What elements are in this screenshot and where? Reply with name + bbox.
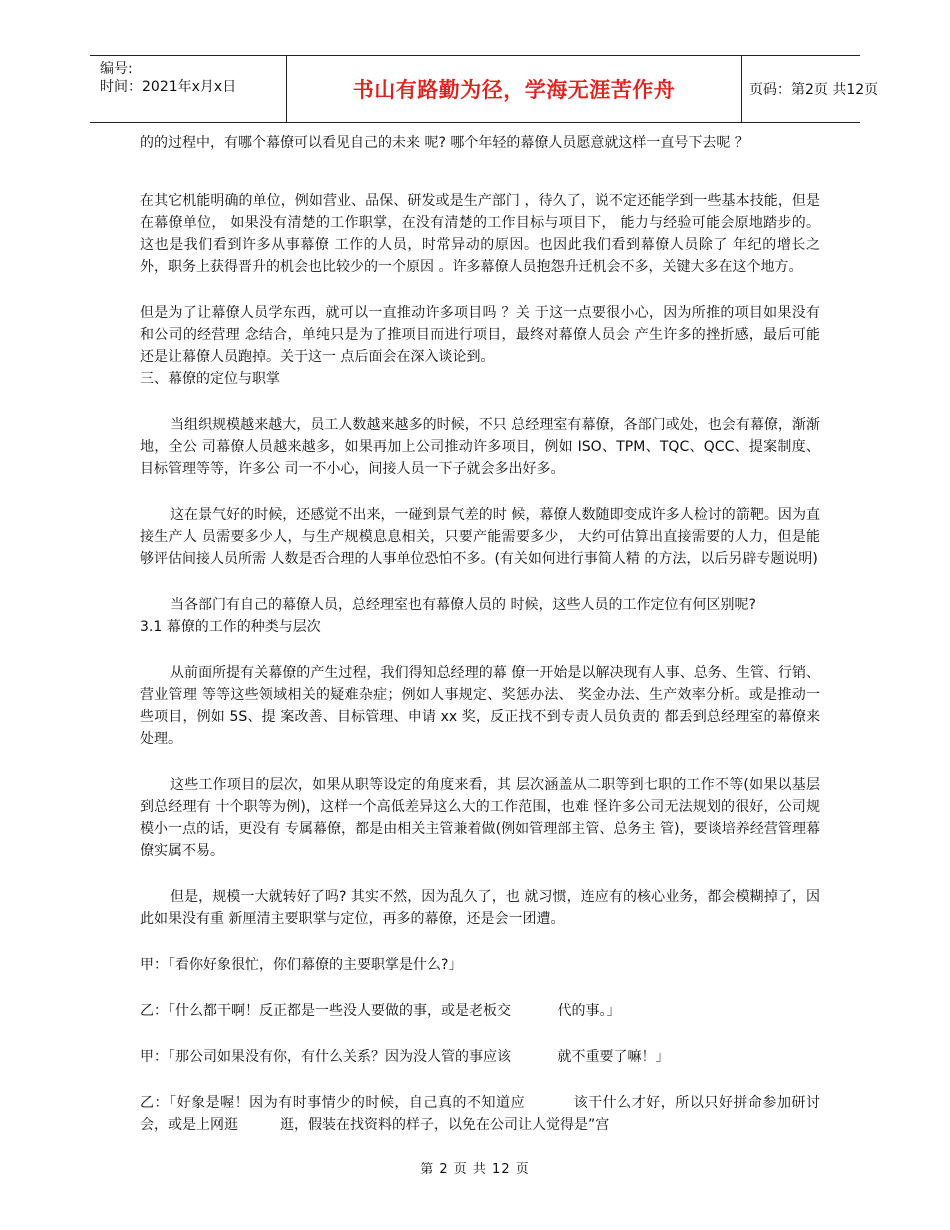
page-footer: 第 2 页 共 12 页 bbox=[420, 1162, 530, 1177]
paragraph-1: 的的过程中，有哪个幕僚可以看见自己的未来 呢? 哪个年轻的幕僚人员愿意就这样一直号下去呢 ？ bbox=[140, 135, 749, 151]
paragraph-4: 当组织规模越来越大，员工人数越来越多的时候，不只 总经理室有幕僚，各部门或处，也会有幕僚，渐渐地，全公 司幕僚人员越来越多，如果再加上公司推动许多项目，例如 ISO、TPM、TQC、QCC、提案制度、目标管理等等，许多公 司一不小心，间接人员一下子就会多出好多。 bbox=[140, 417, 820, 477]
header-page-info: 页码：第2页 共12页 bbox=[749, 82, 879, 98]
header-right-cell bbox=[741, 56, 879, 122]
paragraph-8: 这些工作项目的层次，如果从职等设定的角度来看，其 层次涵盖从二职等到七职的工作不等(如果以基层到总经理有 十个职等为例)，这样一个高低差异这么大的工作范围，也难 怪许多公司无法规划的很好，公司规模小一点的话，更没有 专属幕僚，都是由相关主管兼着做(例如管理部主管、总务主 管)，要谈培养经营管理幕僚实属不易。 bbox=[140, 777, 820, 859]
paragraph-6: 当各部门有自己的幕僚人员，总经理室也有幕僚人员的 时候，这些人员的工作定位有何区别呢? bbox=[170, 597, 756, 613]
page-header bbox=[90, 55, 879, 123]
dialogue-line-2: 乙：「什么都干啊！反正都是一些没人要做的事，或是老板交 代的事。」 bbox=[140, 1003, 621, 1019]
paragraph-5: 这在景气好的时候，还感觉不出来，一碰到景气差的时 候，幕僚人数随即变成许多人检讨的箭靶。因为直接生产人 员需要多少人，与生产规模息息相关，只要产能需要多少， 大约可估算出直接需要的人力，但是能够评估间接人员所需 人数是否合理的人事单位恐怕不多。(有关如何进行事简人精 的方法，以后另辟专题说明) bbox=[140, 507, 820, 567]
section-heading-3-1: 3.1 幕僚的工作的种类与层次 bbox=[140, 619, 321, 635]
paragraph-2: 在其它机能明确的单位，例如营业、品保、研发或是生产部门 ，待久了，说不定还能学到一些基本技能，但是在幕僚单位， 如果没有清楚的工作职掌，在没有清楚的工作目标与项目下， 能力与经验可能会原地踏步的。这也是我们看到许多从事幕僚 工作的人员，时常异动的原因。也因此我们看到幕僚人员除了 年纪的增长之外，职务上获得晋升的机会也比较少的一个原因 。许多幕僚人员抱怨升迁机会不多，关键大多在这个地方。 bbox=[140, 193, 820, 275]
document-body bbox=[140, 132, 820, 1136]
section-heading-3: 三、幕僚的定位与职掌 bbox=[140, 371, 280, 387]
paragraph-9: 但是，规模一大就转好了吗? 其实不然，因为乱久了，也 就习惯，连应有的核心业务，都会模糊掉了，因此如果没有重 新厘清主要职掌与定位，再多的幕僚，还是会一团遭。 bbox=[140, 889, 820, 927]
document-number-label: 编号: bbox=[100, 61, 133, 77]
header-motto-cell bbox=[286, 56, 742, 122]
paragraph-3: 但是为了让幕僚人员学东西，就可以一直推动许多项目吗 ？关 于这一点要很小心，因为所推的项目如果没有和公司的经营理 念结合，单纯只是为了推项目而进行项目，最终对幕僚人员会 产生许多的挫折感，最后可能还是让幕僚人员跑掉。关于这一 点后面会在深入谈论到。 bbox=[140, 305, 820, 365]
document-date-label: 时间：2021年x月x日 bbox=[100, 79, 237, 95]
dialogue-line-4: 乙：「好象是喔！因为有时事情少的时候，自己真的不知道应 该干什么才好，所以只好拼命参加研讨会，或是上网逛 逛，假装在找资料的样子，以免在公司让人觉得是”宫 bbox=[140, 1095, 820, 1133]
header-motto: 书山有路勤为径，学海无涯苦作舟 bbox=[352, 78, 676, 102]
dialogue-line-3: 甲：「那公司如果没有你，有什么关系？因为没人管的事应该 就不重要了嘛！」 bbox=[140, 1049, 670, 1065]
header-left-cell bbox=[90, 56, 286, 122]
paragraph-7: 从前面所提有关幕僚的产生过程，我们得知总经理的幕 僚一开始是以解决现有人事、总务、生管、行销、营业管理 等等这些领域相关的疑难杂症；例如人事规定、奖惩办法、 奖金办法、生产效率分析。或是推动一些项目，例如 5S、提 案改善、目标管理、申请 xx 奖，反正找不到专责人员负责的 都丢到总经理室的幕僚来处理。 bbox=[140, 665, 820, 747]
dialogue-line-1: 甲：「看你好象很忙，你们幕僚的主要职掌是什么?」 bbox=[140, 957, 463, 973]
